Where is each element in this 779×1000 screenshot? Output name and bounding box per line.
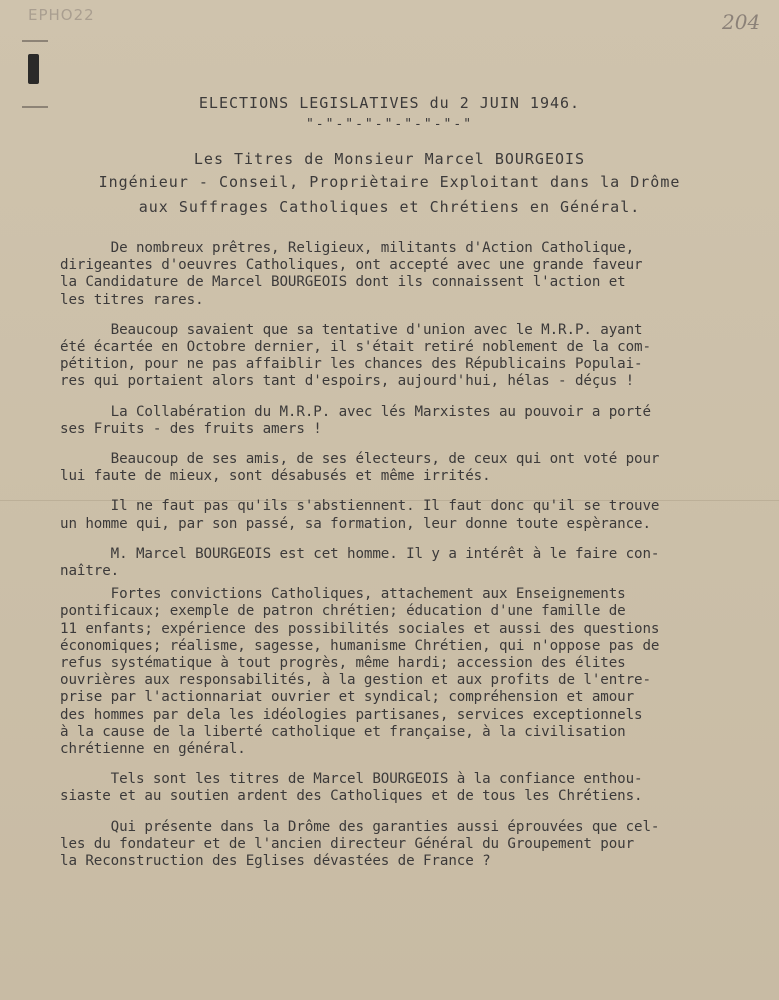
paragraph-6: M. Marcel BOURGEOIS est cet homme. Il y a intérêt à le faire con- naître. (60, 545, 660, 580)
paragraph-3: La Collabération du M.R.P. avec lés Marxistes au pouvoir a porté ses Fruits - des fruits amers ! (60, 403, 651, 437)
paragraph-2: Beaucoup savaient que sa tentative d'union avec le M.R.P. ayant été écartée en Octobre dernier, il s'était retiré noblement de la com- pétition, pour ne pas affaiblir les chances des Républicains Populai- res qui portaient alors tant d'espoirs, aujourd'hui, hélas - déçus ! (60, 321, 651, 390)
paragraph-9: Qui présente dans la Drôme des garanties aussi éprouvées que cel- les du fondateur et de l'ancien directeur Général du Groupement pour la Reconstruction des Eglises dévastées de France ? (60, 818, 660, 870)
archive-reference: EPHO22 (28, 6, 95, 24)
paragraph-4: Beaucoup de ses amis, de ses électeurs, de ceux qui ont voté pour lui faute de mieux, sont désabusés et même irrités. (60, 451, 660, 485)
candidate-heading: Les Titres de Monsieur Marcel BOURGEOIS (193, 150, 586, 168)
election-title: ELECTIONS LEGISLATIVES du 2 JUIN 1946. (198, 94, 581, 112)
folio-number: 204 (722, 10, 761, 34)
audience-line: aux Suffrages Catholiques et Chrétiens en Général. (138, 198, 641, 216)
paragraph-8: Tels sont les titres de Marcel BOURGEOIS à la confiance enthou- siaste et au soutien ardent des Catholiques et de tous les Chrétiens. (60, 771, 643, 805)
paragraph-5: Il ne faut pas qu'ils s'abstiennent. Il faut donc qu'il se trouve un homme qui, par son passé, sa formation, leur donne toute espèrance. (60, 498, 660, 532)
binder-mark-top (22, 40, 48, 42)
binder-hole (28, 54, 39, 84)
candidate-profession: Ingénieur - Conseil, Propriètaire Exploitant dans la Drôme (98, 173, 681, 191)
title-ornament: "-"-"-"-"-"-"-"-" (305, 117, 474, 132)
paragraph-1: De nombreux prêtres, Religieux, militants d'Action Catholique, dirigeantes d'oeuvres Catholiques, ont accepté avec une grande faveur la Candidature de Marcel BOURGEOIS dont ils connaissent l'action et les titres rares. (60, 240, 643, 308)
document-body (60, 240, 760, 883)
paragraph-7: Fortes convictions Catholiques, attachement aux Enseignements pontificaux; exemple de patron chrétien; éducation d'une famille de 11 enfants; expérience des possibilités sociales et aussi des questions économiques; réalisme, sagesse, humanisme Chrétien, qui n'oppose pas de refus systématique à tout progrès, même hardi; accession des élites ouvrières aux responsabilités, à la gestion et aux profits de l'entre- prise par l'actionnariat ouvrier et syndical; compréhension et amour des hommes par dela les idéologies partisanes, services exceptionnels à la cause de la liberté catholique et française, à la civilisation chrétienne en général. (60, 586, 660, 758)
